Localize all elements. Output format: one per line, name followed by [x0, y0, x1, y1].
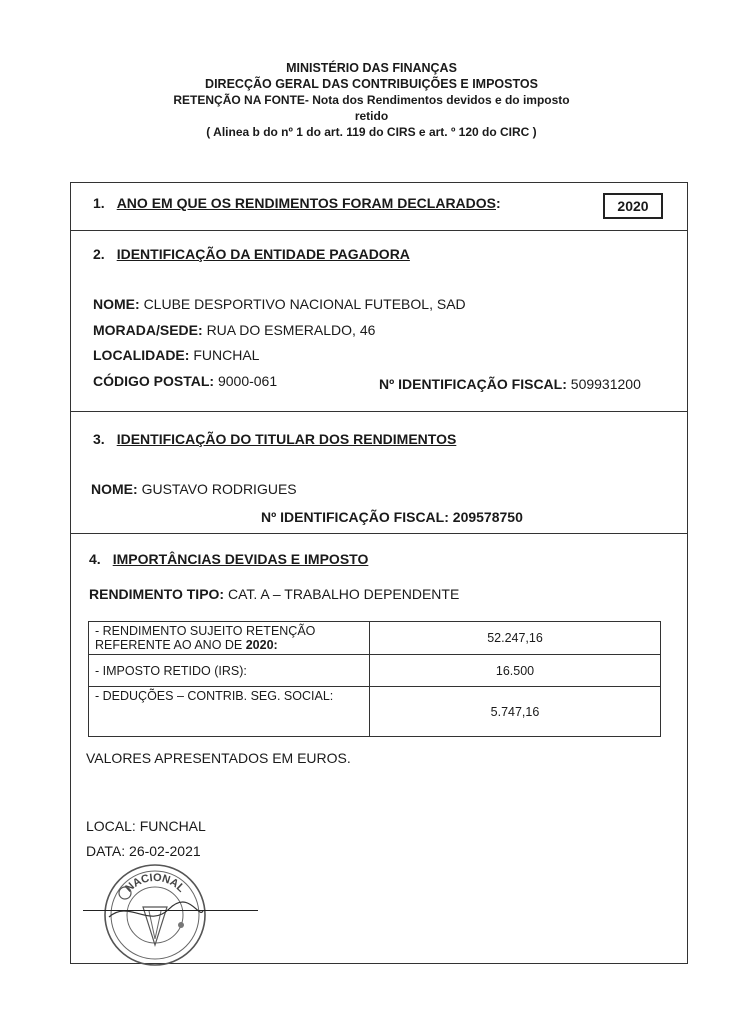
income-type — [89, 586, 459, 602]
amounts-table — [88, 621, 661, 737]
amount-label: - DEDUÇÕES – CONTRIB. SEG. SOCIAL: — [89, 687, 370, 737]
header-doc-title-cont: retido — [354, 109, 389, 123]
section4-number: 4. — [89, 551, 101, 567]
payer-name — [93, 296, 466, 312]
section-divider — [71, 411, 687, 412]
header-direction: DIRECÇÃO GERAL DAS CONTRIBUIÇÕES E IMPOSTOS — [205, 77, 538, 91]
section1-title — [93, 195, 501, 211]
amount-value: 5.747,16 — [370, 687, 661, 737]
amount-label-year: 2020: — [245, 638, 278, 652]
section1-number: 1. — [93, 195, 105, 211]
section1-title-suffix: : — [496, 195, 501, 211]
amount-label-text: REFERENTE AO ANO DE — [95, 638, 246, 652]
header-doc-title: RETENÇÃO NA FONTE- Nota dos Rendimentos devidos e do imposto — [173, 93, 570, 107]
section2-title — [93, 246, 410, 262]
section4-title — [89, 551, 368, 567]
section4-title-text: IMPORTÂNCIAS DEVIDAS E IMPOSTO — [112, 551, 369, 567]
payer-address-value: RUA DO ESMERALDO, 46 — [206, 322, 376, 338]
income-type-label: RENDIMENTO TIPO: — [89, 586, 225, 602]
income-type-value: CAT. A – TRABALHO DEPENDENTE — [227, 586, 460, 602]
holder-tax-id-value: 209578750 — [452, 509, 523, 525]
amount-label-line — [95, 638, 363, 652]
table-row — [89, 622, 661, 655]
header-legal-reference: ( Alinea b do nº 1 do art. 119 do CIRS e art. º 120 do CIRC ) — [206, 125, 537, 139]
section3-number: 3. — [93, 431, 105, 447]
section3-title — [93, 431, 456, 447]
stamp-seal-icon — [99, 859, 211, 971]
section2-number: 2. — [93, 246, 105, 262]
holder-name — [91, 481, 297, 497]
svg-text:NACIONAL — [123, 872, 187, 895]
declared-year-box: 2020 — [603, 193, 663, 219]
payer-postal-code-label: CÓDIGO POSTAL: — [93, 373, 215, 389]
payer-postal-code — [93, 373, 277, 389]
payer-address — [93, 322, 375, 338]
holder-name-value: GUSTAVO RODRIGUES — [141, 481, 297, 497]
payer-tax-id-label: Nº IDENTIFICAÇÃO FISCAL: — [379, 376, 567, 392]
payer-name-value: CLUBE DESPORTIVO NACIONAL FUTEBOL, SAD — [143, 296, 466, 312]
payer-locality-value: FUNCHAL — [193, 347, 260, 363]
amount-label-line: - RENDIMENTO SUJEITO RETENÇÃO — [95, 624, 316, 638]
club-stamp — [99, 859, 211, 971]
table-row — [89, 655, 661, 687]
payer-tax-id-value: 509931200 — [570, 376, 641, 392]
currency-note: VALORES APRESENTADOS EM EUROS. — [86, 750, 351, 766]
stamp-text: NACIONAL — [123, 871, 187, 895]
amount-value: 16.500 — [370, 655, 661, 687]
holder-tax-id — [261, 509, 523, 525]
section1-title-text: ANO EM QUE OS RENDIMENTOS FORAM DECLARADOS — [116, 195, 496, 211]
payer-tax-id — [379, 376, 641, 392]
issue-date: DATA: 26-02-2021 — [86, 843, 201, 859]
header-ministry: MINISTÉRIO DAS FINANÇAS — [286, 61, 457, 75]
holder-tax-id-label: Nº IDENTIFICAÇÃO FISCAL: — [261, 509, 449, 525]
payer-address-label: MORADA/SEDE: — [93, 322, 203, 338]
payer-name-label: NOME: — [93, 296, 140, 312]
signature-line — [83, 910, 258, 911]
amount-label: - IMPOSTO RETIDO (IRS): — [89, 655, 370, 687]
section-divider — [71, 230, 687, 231]
payer-locality-label: LOCALIDADE: — [93, 347, 190, 363]
table-row — [89, 687, 661, 737]
payer-postal-code-value: 9000-061 — [217, 373, 278, 389]
amount-label — [89, 622, 370, 655]
issue-place: LOCAL: FUNCHAL — [86, 818, 206, 834]
section-divider — [71, 533, 687, 534]
holder-name-label: NOME: — [91, 481, 138, 497]
payer-locality — [93, 347, 259, 363]
amount-value: 52.247,16 — [370, 622, 661, 655]
section2-title-text: IDENTIFICAÇÃO DA ENTIDADE PAGADORA — [116, 246, 410, 262]
section3-title-text: IDENTIFICAÇÃO DO TITULAR DOS RENDIMENTOS — [116, 431, 457, 447]
document-header — [0, 60, 743, 140]
form-frame — [70, 182, 688, 964]
